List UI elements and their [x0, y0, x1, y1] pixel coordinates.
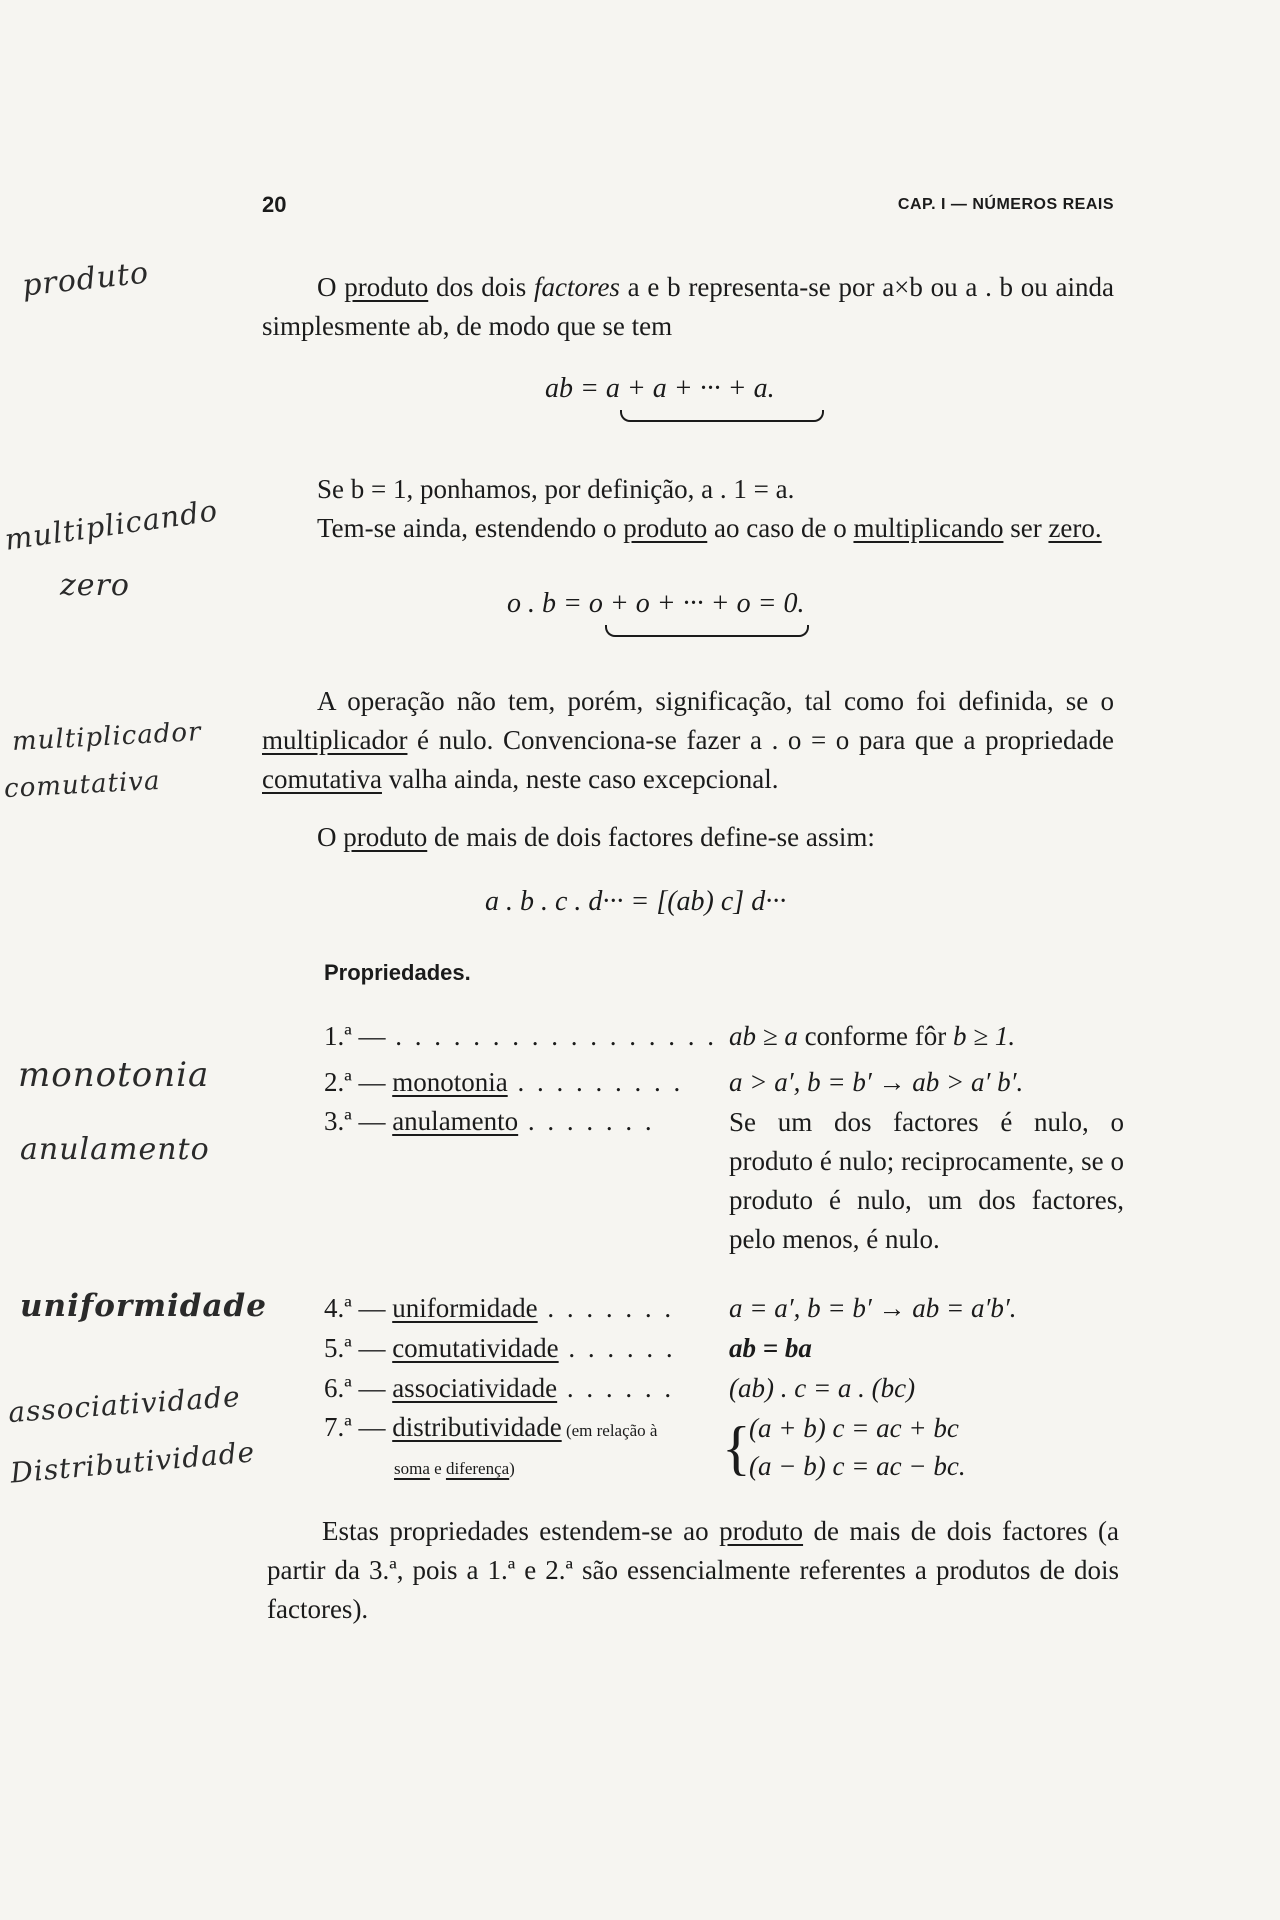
property-formula-5: ab = ba — [729, 1333, 812, 1363]
property-formula-1 — [729, 1018, 1015, 1054]
property-name-7: distributividade — [392, 1412, 562, 1442]
p1-produto: produto — [344, 272, 429, 302]
left-brace-7: { — [722, 1415, 751, 1481]
p5-text-b: de mais de dois factores (a partir da 3.ª, pois a 1.ª e 2.ª são essencialmente referentes a produtos de dois factores). — [267, 1516, 1119, 1624]
property-num-5: 5.ª — — [324, 1333, 386, 1363]
margin-note-produto: produto — [20, 255, 151, 304]
property-formula-6: (ab) . c = a . (bc) — [729, 1373, 916, 1403]
property-label-4 — [324, 1290, 674, 1326]
p5-text-a: Estas propriedades estendem-se ao — [322, 1516, 720, 1546]
property-formula-1-rest: conforme fôr — [797, 1021, 954, 1051]
margin-note-comutativa: comutativa — [3, 765, 162, 805]
formula-multi-factor: a . b . c . d··· = [(ab) c] d··· — [485, 886, 787, 917]
property-formula-2: a > a′, b = b′ → ab > a′ b′. — [729, 1067, 1024, 1097]
section-title-propriedades: Propriedades. — [324, 960, 471, 985]
p1-text-a: O — [317, 272, 345, 302]
paragraph-product-definition — [262, 268, 1114, 346]
paragraph-operation-note — [262, 682, 1114, 799]
p2-produto: produto — [623, 513, 708, 543]
p3-comutativa: comutativa — [262, 764, 382, 794]
paragraph-definitions — [262, 470, 1114, 548]
p4-produto: produto — [343, 822, 428, 852]
margin-note-anulamento: anulamento — [20, 1132, 210, 1167]
property-label-6 — [324, 1370, 674, 1406]
property-desc-3: Se um dos factores é nulo, o produto é nulo; reciprocamente, se o produto é nulo, um dos factores, pelo menos, é nulo. — [729, 1107, 1124, 1254]
p2-line-a: Se b = 1, ponhamos, por definição, a . 1 = a. — [317, 474, 795, 504]
property-num-3: 3.ª — — [324, 1106, 386, 1136]
formula-zero-product: o . b = o + o + ··· + o = 0. — [507, 588, 805, 619]
property-dots-6: . . . . . . — [557, 1373, 675, 1403]
property-num-2: 2.ª — — [324, 1067, 386, 1097]
property-dots-5: . . . . . . — [558, 1333, 676, 1363]
property-row-4 — [324, 1290, 1124, 1326]
property-row-5 — [324, 1330, 1124, 1366]
margin-note-multiplicando: multiplicando — [2, 493, 221, 557]
property-note-7-diferenca: diferença — [445, 1459, 510, 1478]
margin-note-zero: zero — [60, 568, 130, 603]
property-note-7a: (em relação à — [561, 1421, 658, 1440]
margin-note-monotonia: monotonia — [18, 1055, 210, 1095]
p4-text-a: O — [317, 822, 344, 852]
property-name-4: uniformidade — [392, 1293, 538, 1323]
property-note-7-soma: soma — [394, 1459, 430, 1478]
property-row-2 — [324, 1064, 1124, 1100]
property-note-7-line2 — [324, 1459, 515, 1478]
page-header — [262, 192, 1114, 224]
paragraph-extension — [267, 1512, 1119, 1629]
p2-text-b: Tem-se ainda, estendendo o — [317, 513, 624, 543]
property-label-5 — [324, 1330, 676, 1366]
page-number: 20 — [262, 192, 287, 217]
paragraph-multi-factor — [262, 818, 1114, 857]
property-dots-4: . . . . . . . — [537, 1293, 675, 1323]
margin-note-uniformidade: uniformidade — [20, 1288, 267, 1324]
margin-note-associatividade: associatividade — [7, 1379, 242, 1430]
property-name-2: monotonia — [392, 1067, 508, 1097]
property-row-3 — [324, 1103, 1124, 1303]
property-num-7: 7.ª — — [324, 1412, 386, 1442]
p1-factores: factores — [533, 272, 620, 302]
property-row-7 — [324, 1410, 1124, 1490]
margin-note-multiplicador: multiplicador — [11, 717, 203, 757]
p3-text-b: é nulo. Convenciona-se fazer a . o = o para que a propriedade — [407, 725, 1114, 755]
property-label-1 — [324, 1018, 717, 1054]
property-row-6 — [324, 1370, 1124, 1406]
property-name-3: anulamento — [392, 1106, 519, 1136]
p1-text-c: a e b representa-se por a×b ou a . b ou ainda simplesmente ab, de modo que se tem — [262, 272, 1114, 341]
property-label-3 — [324, 1103, 655, 1139]
p2-text-d: ser — [1003, 513, 1049, 543]
underbrace-1 — [620, 410, 824, 422]
property-formula-1b: b ≥ 1. — [953, 1021, 1016, 1051]
p2-text-c: ao caso de o — [707, 513, 854, 543]
p2-zero: zero. — [1048, 513, 1102, 543]
formula-product-sum: ab = a + a + ··· + a. — [545, 373, 775, 404]
property-formula-7a: (a + b) c = ac + bc — [749, 1413, 959, 1443]
margin-note-distributividade: Distributividade — [9, 1435, 257, 1490]
p2-multiplicando: multiplicando — [853, 513, 1004, 543]
p5-produto: produto — [719, 1516, 804, 1546]
p3-multiplicador: multiplicador — [262, 725, 408, 755]
p1-text-b: dos dois — [428, 272, 534, 302]
property-name-5: comutatividade — [392, 1333, 559, 1363]
chapter-title: CAP. I — NÚMEROS REAIS — [897, 196, 1114, 213]
p3-text-c: valha ainda, neste caso excepcional. — [381, 764, 779, 794]
property-formula-7b: (a − b) c = ac − bc. — [749, 1451, 966, 1481]
property-formula-1a: ab ≥ a — [729, 1021, 798, 1051]
property-note-7b: e — [429, 1459, 446, 1478]
property-row-1 — [324, 1018, 1124, 1054]
property-dots-1: . . . . . . . . . . . . . . . . . — [385, 1021, 717, 1051]
property-dots-3: . . . . . . . — [518, 1106, 655, 1136]
p4-text-b: de mais de dois factores define-se assim: — [427, 822, 875, 852]
property-num-4: 4.ª — — [324, 1293, 386, 1323]
p3-text-a: A operação não tem, porém, significação, tal como foi definida, se o — [317, 686, 1114, 716]
property-name-6: associatividade — [392, 1373, 558, 1403]
property-num-6: 6.ª — — [324, 1373, 386, 1403]
underbrace-2 — [605, 625, 809, 637]
property-label-2 — [324, 1064, 683, 1100]
property-label-7 — [324, 1410, 657, 1486]
property-dots-2: . . . . . . . . . — [507, 1067, 684, 1097]
property-formula-4: a = a′, b = b′ → ab = a′b′. — [729, 1293, 1017, 1323]
property-note-7c: ) — [509, 1459, 515, 1478]
property-num-1: 1.ª — — [324, 1021, 386, 1051]
